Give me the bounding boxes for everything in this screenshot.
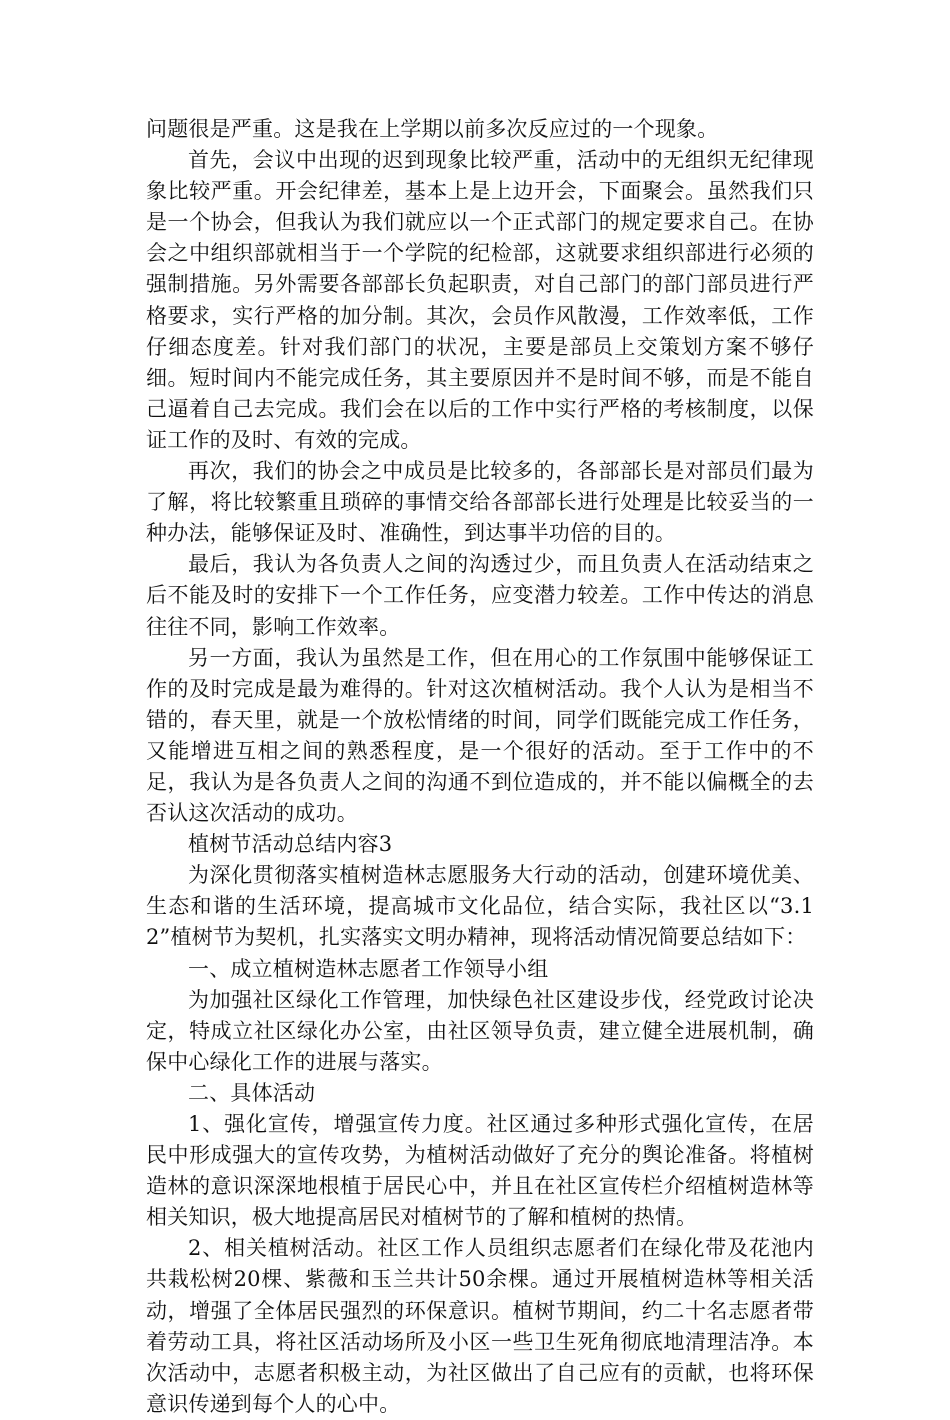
paragraph-2: 首先，会议中出现的迟到现象比较严重，活动中的无组织无纪律现象比较严重。开会纪律差，基本上是上边开会，下面聚会。虽然我们只是一个协会，但我认为我们就应以一个正式部门的规定要求自己。在协会之中组织部就相当于一个学院的纪检部，这就要求组织部进行必须的强制措施。另外需要各部部长负起职责，对自己部门的部门部员进行严格要求，实行严格的加分制。其次，会员作风散漫，工作效率低，工作仔细态度差。针对我们部门的状况，主要是部员上交策划方案不够仔细。短时间内不能完成任务，其主要原因并不是时间不够，而是不能自己逼着自己去完成。我们会在以后的工作中实行严格的考核制度，以保证工作的及时、有效的完成。 [146,148,814,452]
paragraph-9: 2、相关植树活动。社区工作人员组织志愿者们在绿化带及花池内共栽松树20棵、紫薇和玉兰共计50余棵。通过开展植树造林等相关活动，增强了全体居民强烈的环保意识。植树节期间，约二十名志愿者带着劳动工具，将社区活动场所及小区一些卫生死角彻底地清理洁净。本次活动中，志愿者积极主动，为社区做出了自己应有的贡献，也将环保意识传递到每个人的心中。 [146,1236,814,1416]
paragraph-6: 为深化贯彻落实植树造林志愿服务大行动的活动，创建环境优美、生态和谐的生活环境，提高城市文化品位，结合实际，我社区以“3.12”植树节为契机，扎实落实文明办精神，现将活动情况简要总结如下： [146,863,814,950]
section-heading-3: 植树节活动总结内容3 [188,832,393,857]
subheading-1: 一、成立植树造林志愿者工作领导小组 [188,956,549,981]
document-page [146,114,814,1420]
paragraph-7: 为加强社区绿化工作管理，加快绿色社区建设步伐，经党政讨论决定，特成立社区绿化办公室，由社区领导负责，建立健全进展机制，确保中心绿化工作的进展与落实。 [146,987,814,1074]
subheading-2: 二、具体活动 [188,1080,316,1105]
paragraph-8: 1、强化宣传，增强宣传力度。社区通过多种形式强化宣传，在居民中形成强大的宣传攻势，为植树活动做好了充分的舆论准备。将植树造林的意识深深地根植于居民心中，并且在社区宣传栏介绍植树造林等相关知识，极大地提高居民对植树节的了解和植树的热情。 [146,1112,814,1230]
paragraph-3: 再次，我们的协会之中成员是比较多的，各部部长是对部员们最为了解，将比较繁重且琐碎的事情交给各部部长进行处理是比较妥当的一种办法，能够保证及时、准确性，到达事半功倍的目的。 [146,459,814,546]
paragraph-1: 问题很是严重。这是我在上学期以前多次反应过的一个现象。 [146,117,719,141]
paragraph-5: 另一方面，我认为虽然是工作，但在用心的工作氛围中能够保证工作的及时完成是最为难得的。针对这次植树活动。我个人认为是相当不错的，春天里，就是一个放松情绪的时间，同学们既能完成工作任务，又能增进互相之间的熟悉程度，是一个很好的活动。至于工作中的不足，我认为是各负责人之间的沟通不到位造成的，并不能以偏概全的去否认这次活动的成功。 [146,645,814,826]
paragraph-4: 最后，我认为各负责人之间的沟透过少，而且负责人在活动结束之后不能及时的安排下一个工作任务，应变潜力较差。工作中传达的消息往往不同，影响工作效率。 [146,552,814,639]
